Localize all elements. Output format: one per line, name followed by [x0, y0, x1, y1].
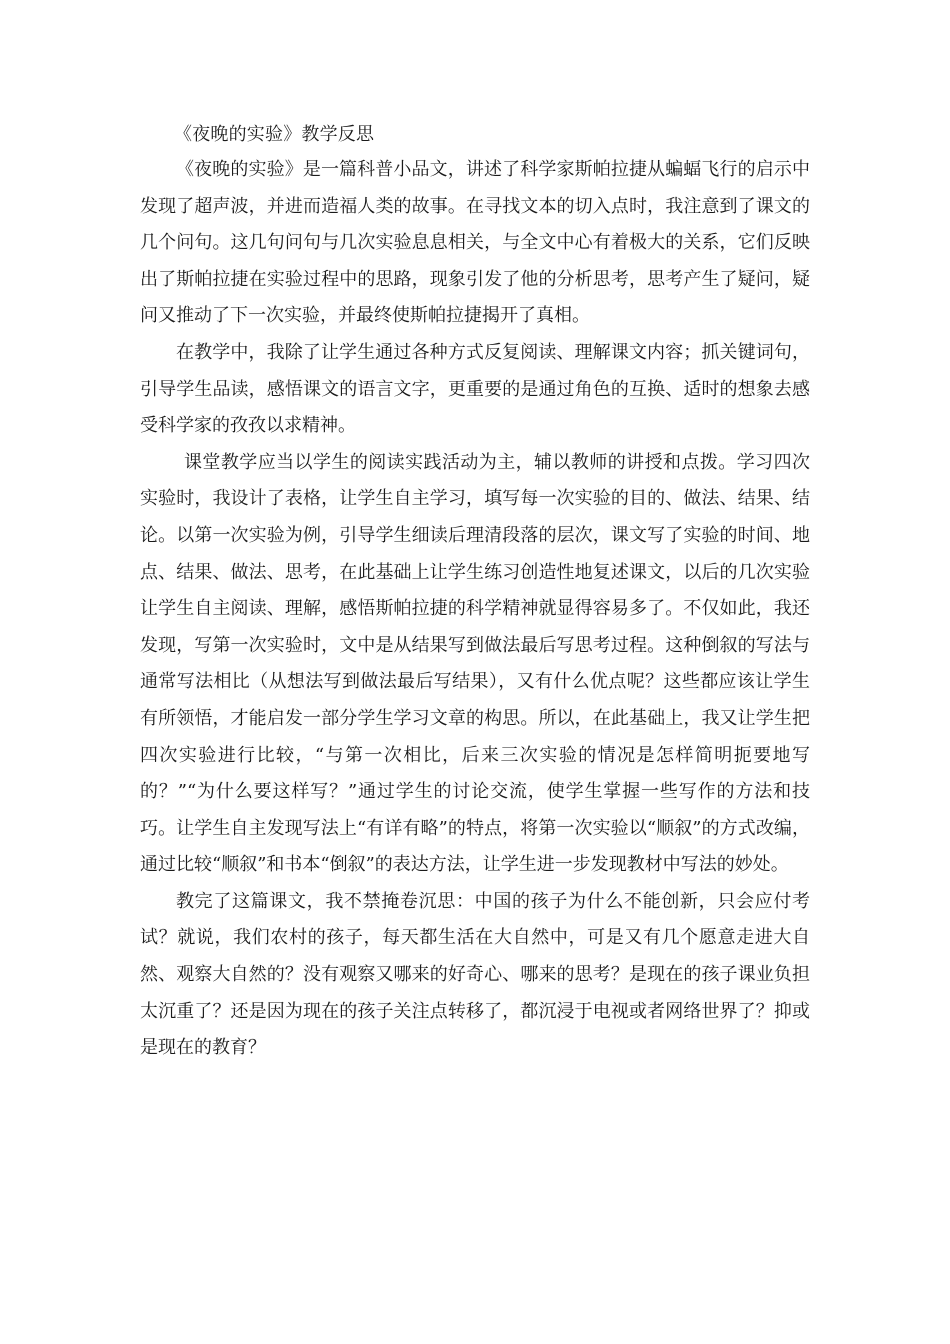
paragraph-intro: 《夜晚的实验》是一篇科普小品文，讲述了科学家斯帕拉捷从蝙蝠飞行的启示中发现了超声波，并进而造福人类的故事。在寻找文本的切入点时，我注意到了课文的几个问句。这几句问句与几次实验息息相关，与全文中心有着极大的关系，它们反映出了斯帕拉捷在实验过程中的思路，现象引发了他的分析思考，思考产生了疑问，疑问又推动了下一次实验，并最终使斯帕拉捷揭开了真相。 [140, 159, 810, 327]
paragraph-reflection: 教完了这篇课文，我不禁掩卷沉思：中国的孩子为什么不能创新，只会应付考试？就说，我们农村的孩子，每天都生活在大自然中，可是又有几个愿意走进大自然、观察大自然的？没有观察又哪来的好奇心、哪来的思考？是现在的孩子课业负担太沉重了？还是因为现在的孩子关注点转移了，都沉浸于电视或者网络世界了？抑或是现在的教育？ [140, 890, 810, 1059]
document-title: 《夜晚的实验》教学反思 [174, 124, 375, 145]
document-page [140, 118, 810, 1067]
paragraph-classroom: 课堂教学应当以学生的阅读实践活动为主，辅以教师的讲授和点拨。学习四次实验时，我设计了表格，让学生自主学习，填写每一次实验的目的、做法、结果、结论。以第一次实验为例，引导学生细读后理清段落的层次，课文写了实验的时间、地点、结果、做法、思考，在此基础上让学生练习创造性地复述课文，以后的几次实验让学生自主阅读、理解，感悟斯帕拉捷的科学精神就显得容易多了。不仅如此，我还发现，写第一次实验时，文中是从结果写到做法最后写思考过程。这种倒叙的写法与通常写法相比（从想法写到做法最后写结果），又有什么优点呢？这些都应该让学生有所领悟，才能启发一部分学生学习文章的构思。所以，在此基础上，我又让学生把四次实验进行比较，“与第一次相比，后来三次实验的情况是怎样简明扼要地写的？”“为什么要这样写？”通过学生的讨论交流，使学生掌握一些写作的方法和技巧。让学生自主发现写法上“有详有略”的特点，将第一次实验以“顺叙”的方式改编，通过比较“顺叙”和书本“倒叙”的表达方法，让学生进一步发现教材中写法的妙处。 [140, 451, 810, 876]
paragraph-teaching: 在教学中，我除了让学生通过各种方式反复阅读、理解课文内容；抓关键词句，引导学生品读，感悟课文的语言文字，更重要的是通过角色的互换、适时的想象去感受科学家的孜孜以求精神。 [140, 341, 810, 437]
